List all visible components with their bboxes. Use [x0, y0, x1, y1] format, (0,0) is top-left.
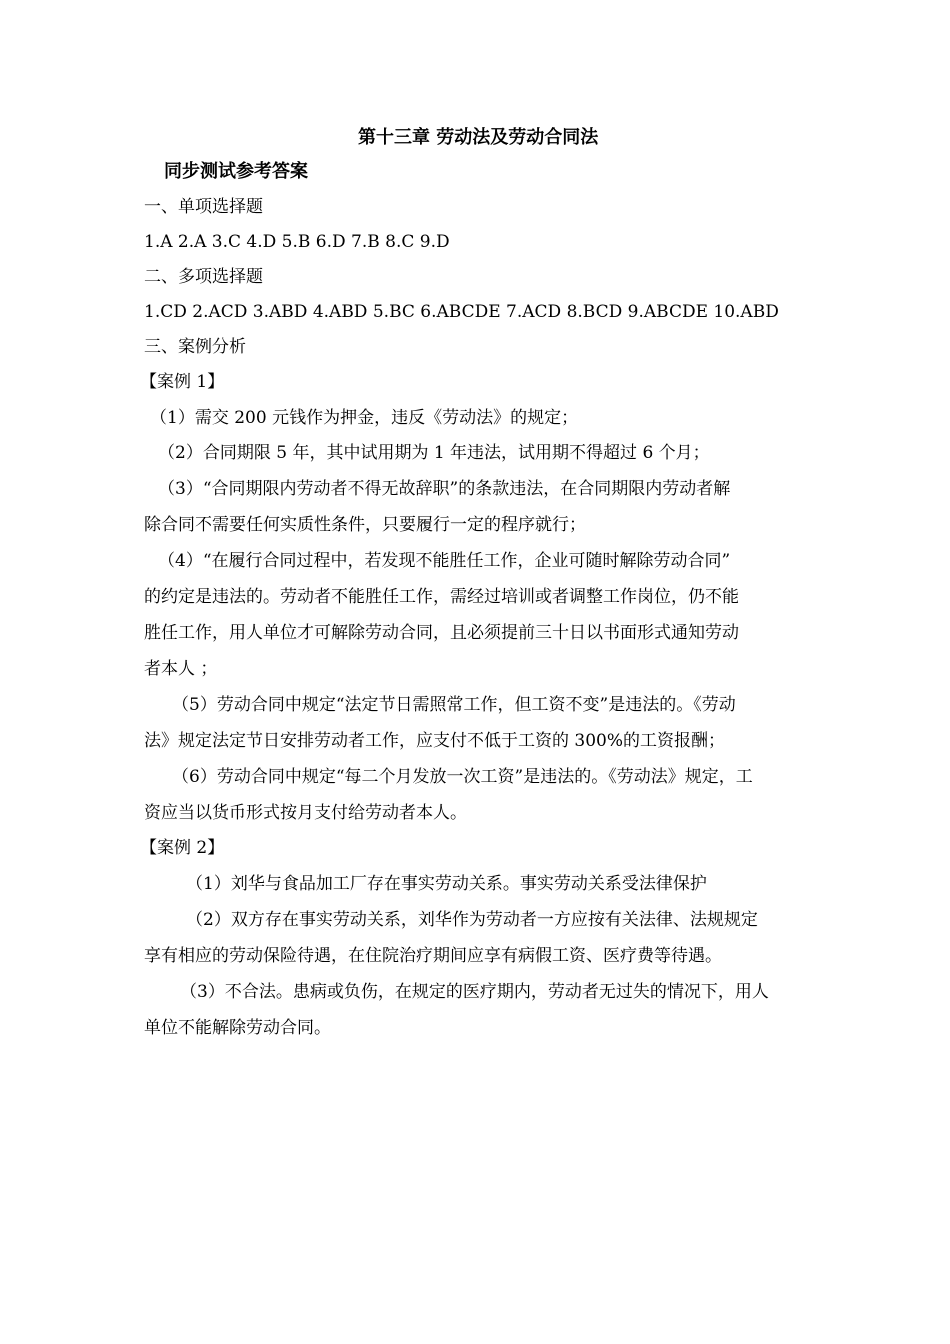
section-heading-multiple-choice: 二、多项选择题: [144, 267, 263, 287]
page-subtitle: 同步测试参考答案: [164, 161, 308, 182]
case1-line: （5）劳动合同中规定“法定节日需照常工作，但工资不变”是违法的。《劳动: [172, 695, 736, 715]
section-heading-case-analysis: 三、案例分析: [144, 337, 246, 357]
page-title: 第十三章 劳动法及劳动合同法: [358, 127, 599, 148]
case1-line: 除合同不需要任何实质性条件，只要履行一定的程序就行；: [144, 515, 586, 535]
case2-line: （3）不合法。患病或负伤，在规定的医疗期内，劳动者无过失的情况下，用人: [180, 982, 769, 1002]
case1-line: 胜任工作，用人单位才可解除劳动合同，且必须提前三十日以书面形式通知劳动: [144, 623, 739, 643]
case1-line: 的约定是违法的。劳动者不能胜任工作，需经过培训或者调整工作岗位，仍不能: [144, 587, 739, 607]
case1-line: 者本人 ；: [144, 659, 218, 679]
case2-line: （1）刘华与食品加工厂存在事实劳动关系。事实劳动关系受法律保护: [186, 874, 707, 894]
case1-line: 法》规定法定节日安排劳动者工作，应支付不低于工资的 300%的工资报酬；: [144, 731, 726, 751]
section-heading-single-choice: 一、单项选择题: [144, 197, 263, 217]
case1-line: （4）“在履行合同过程中，若发现不能胜任工作，企业可随时解除劳动合同”: [158, 551, 731, 571]
case2-line: （2）双方存在事实劳动关系，刘华作为劳动者一方应按有关法律、法规规定: [186, 910, 758, 930]
case2-line: 享有相应的劳动保险待遇，在住院治疗期间应享有病假工资、医疗费等待遇。: [144, 946, 722, 966]
single-choice-answers: 1.A 2.A 3.C 4.D 5.B 6.D 7.B 8.C 9.D: [144, 232, 450, 252]
multiple-choice-answers: 1.CD 2.ACD 3.ABD 4.ABD 5.BC 6.ABCDE 7.ACD 8.BCD 9.ABCDE 10.ABD: [144, 302, 779, 322]
case1-line: （1）需交 200 元钱作为押金，违反《劳动法》的规定；: [150, 408, 579, 428]
case1-label: 【案例 1】: [140, 372, 225, 392]
case1-line: （3）“合同期限内劳动者不得无故辞职”的条款违法，在合同期限内劳动者解: [158, 479, 731, 499]
case1-line: 资应当以货币形式按月支付给劳动者本人。: [144, 803, 467, 823]
case1-line: （6）劳动合同中规定“每二个月发放一次工资”是违法的。《劳动法》规定，工: [172, 767, 753, 787]
case1-line: （2）合同期限 5 年，其中试用期为 1 年违法，试用期不得超过 6 个月；: [158, 443, 710, 463]
case2-line: 单位不能解除劳动合同。: [144, 1018, 331, 1038]
case2-label: 【案例 2】: [140, 838, 225, 858]
